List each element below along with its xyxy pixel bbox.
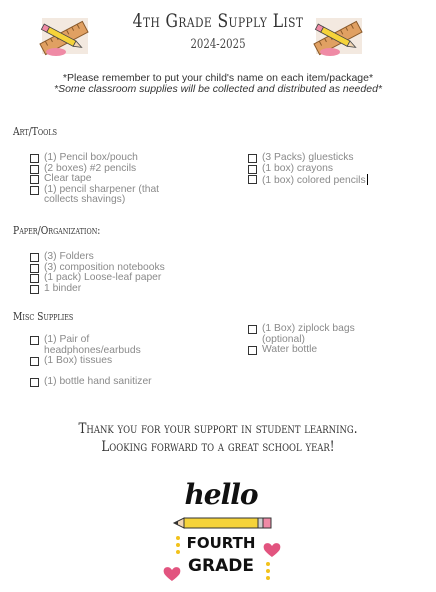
list-item[interactable]: (1 box) colored pencils xyxy=(248,174,428,187)
checkbox[interactable] xyxy=(30,274,39,283)
page-title: 4th Grade Supply List xyxy=(132,10,304,32)
name-reminder-note: *Please remember to put your child's name on each item/package* xyxy=(62,72,374,84)
checkbox[interactable] xyxy=(30,186,39,195)
list-item[interactable]: (2 boxes) #2 pencils xyxy=(30,164,195,175)
list-item[interactable]: (1) pencil sharpener (that collects shavings) xyxy=(30,185,195,206)
section-heading-art-tools: Art/Tools xyxy=(13,124,57,138)
checkbox[interactable] xyxy=(30,285,39,294)
list-item[interactable]: (1 Box) ziplock bags (optional) xyxy=(248,324,398,345)
checkbox[interactable] xyxy=(30,253,39,262)
section-heading-paper-organization: Paper/Organization: xyxy=(13,223,101,237)
misc-supplies-left-list xyxy=(30,335,180,387)
checkbox[interactable] xyxy=(30,357,39,366)
checkbox[interactable] xyxy=(30,165,39,174)
checkbox[interactable] xyxy=(30,378,39,387)
hello-fourth-grade-logo xyxy=(160,478,282,586)
list-item[interactable]: (1 box) crayons xyxy=(248,164,428,175)
list-item[interactable]: (3 Packs) gluesticks xyxy=(248,153,428,164)
logo-hello-text: hello xyxy=(184,478,258,511)
checkbox[interactable] xyxy=(248,165,257,174)
logo-fourth-text: FOURTH xyxy=(186,534,256,552)
checkbox[interactable] xyxy=(248,346,257,355)
checkbox[interactable] xyxy=(30,154,39,163)
notes xyxy=(0,73,436,95)
misc-supplies-right-list xyxy=(248,324,398,356)
checkbox[interactable] xyxy=(248,325,257,334)
paper-organization-list xyxy=(30,252,220,294)
list-item[interactable]: Water bottle xyxy=(248,345,398,356)
list-item[interactable]: (3) composition notebooks xyxy=(30,263,220,274)
checkbox[interactable] xyxy=(248,175,257,184)
list-item[interactable]: (1) Pair of headphones/earbuds xyxy=(30,335,180,356)
section-heading-misc-supplies: Misc Supplies xyxy=(13,309,74,323)
list-item[interactable]: (1) bottle hand sanitizer xyxy=(30,377,180,388)
header xyxy=(0,4,436,64)
list-item[interactable]: (3) Folders xyxy=(30,252,220,263)
list-item[interactable]: (1 Box) tissues xyxy=(30,356,180,367)
text-cursor xyxy=(367,174,368,185)
checkbox[interactable] xyxy=(30,175,39,184)
art-tools-left-list xyxy=(30,153,195,206)
checkbox[interactable] xyxy=(30,336,39,345)
school-year: 2024-2025 xyxy=(190,37,246,52)
list-item[interactable]: Clear tape xyxy=(30,174,195,185)
art-tools-right-list xyxy=(248,153,428,187)
list-item[interactable]: (1 pack) Loose-leaf paper xyxy=(30,273,220,284)
thank-you-message: Thank you for your support in student learning. Looking forward to a great school year! xyxy=(78,421,358,455)
checkbox[interactable] xyxy=(248,154,257,163)
shared-supplies-note: *Some classroom supplies will be collected and distributed as needed* xyxy=(53,83,383,95)
logo-grade-text: GRADE xyxy=(188,556,254,576)
list-item[interactable]: 1 binder xyxy=(30,284,220,295)
checkbox[interactable] xyxy=(30,264,39,273)
pencil-ruler-icon xyxy=(310,12,366,62)
list-item[interactable]: (1) Pencil box/pouch xyxy=(30,153,195,164)
